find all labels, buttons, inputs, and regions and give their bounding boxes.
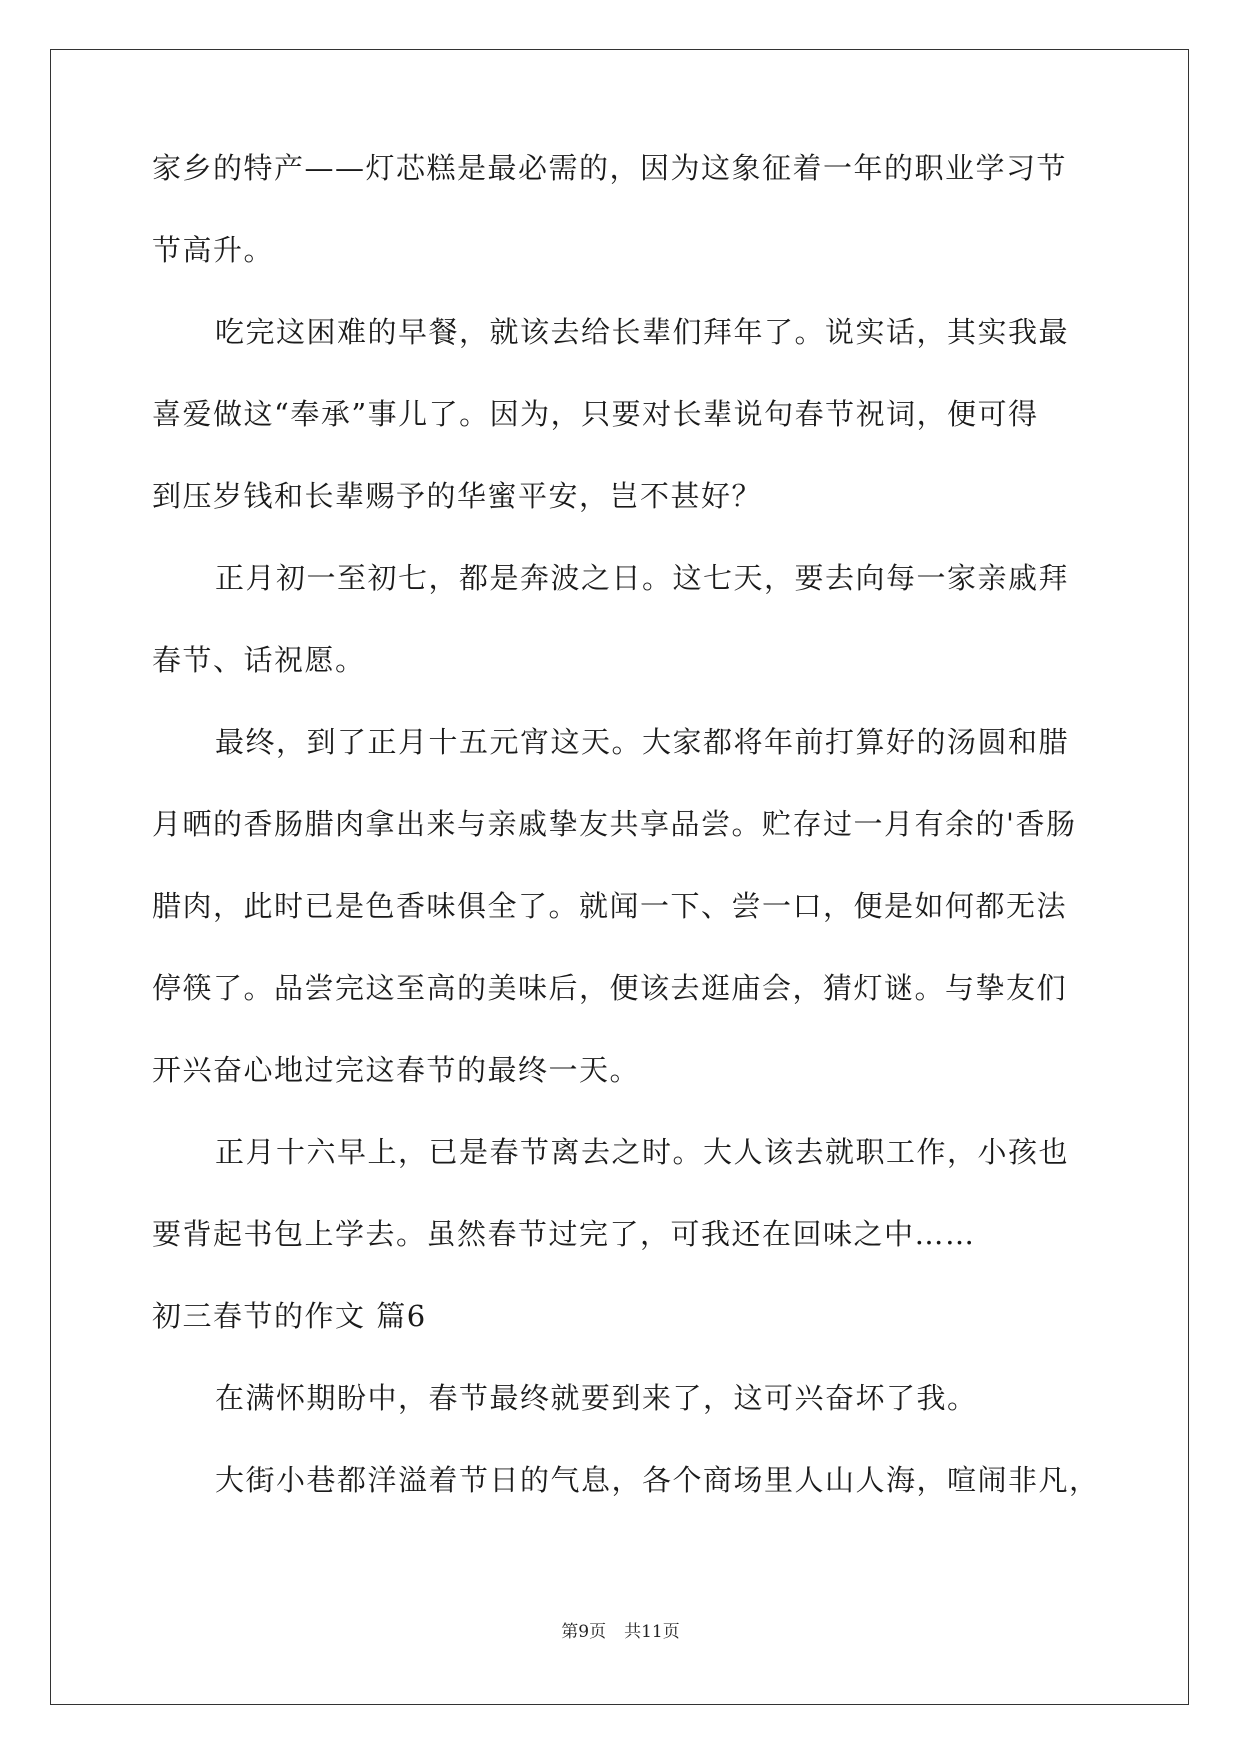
paragraph-first-line: 大街小巷都洋溢着节日的气息，各个商场里人山人海，喧闹非凡， [215, 1463, 1100, 1497]
text-line: 停筷了。品尝完这至高的美味后，便该去逛庙会，猜灯谜。与挚友们 [152, 971, 1068, 1005]
text-line: 节高升。 [152, 233, 275, 267]
page-footer [0, 1620, 1241, 1644]
paragraph-first-line: 吃完这困难的早餐，就该去给长辈们拜年了。说实话，其实我最 [215, 315, 1070, 349]
paragraph-first-line: 正月十六早上，已是春节离去之时。大人该去就职工作，小孩也 [215, 1135, 1070, 1169]
text-line: 开兴奋心地过完这春节的最终一天。 [152, 1053, 641, 1087]
text-line: 月晒的香肠腊肉拿出来与亲戚挚友共享品尝。贮存过一月有余的'香肠 [152, 807, 1077, 841]
paragraph-first-line: 正月初一至初七，都是奔波之日。这七天，要去向每一家亲戚拜 [215, 561, 1070, 595]
text-line: 腊肉，此时已是色香味俱全了。就闻一下、尝一口，便是如何都无法 [152, 889, 1068, 923]
text-line: 要背起书包上学去。虽然春节过完了，可我还在回味之中…… [152, 1217, 976, 1251]
page-border [50, 49, 1189, 1705]
paragraph-first-line: 最终，到了正月十五元宵这天。大家都将年前打算好的汤圆和腊 [215, 725, 1070, 759]
text-line: 春节、话祝愿。 [152, 643, 366, 677]
page-total: 共11页 [624, 1622, 680, 1642]
text-line: 到压岁钱和长辈赐予的华蜜平安，岂不甚好？ [152, 479, 763, 513]
text-line: 家乡的特产——灯芯糕是最必需的，因为这象征着一年的职业学习节 [152, 151, 1068, 185]
paragraph-first-line: 在满怀期盼中，春节最终就要到来了，这可兴奋坏了我。 [215, 1381, 978, 1415]
page-number: 第9页 [561, 1622, 607, 1642]
section-heading: 初三春节的作文 篇6 [152, 1299, 427, 1333]
text-line: 喜爱做这“奉承”事儿了。因为，只要对长辈说句春节祝词，便可得 [152, 397, 1039, 431]
